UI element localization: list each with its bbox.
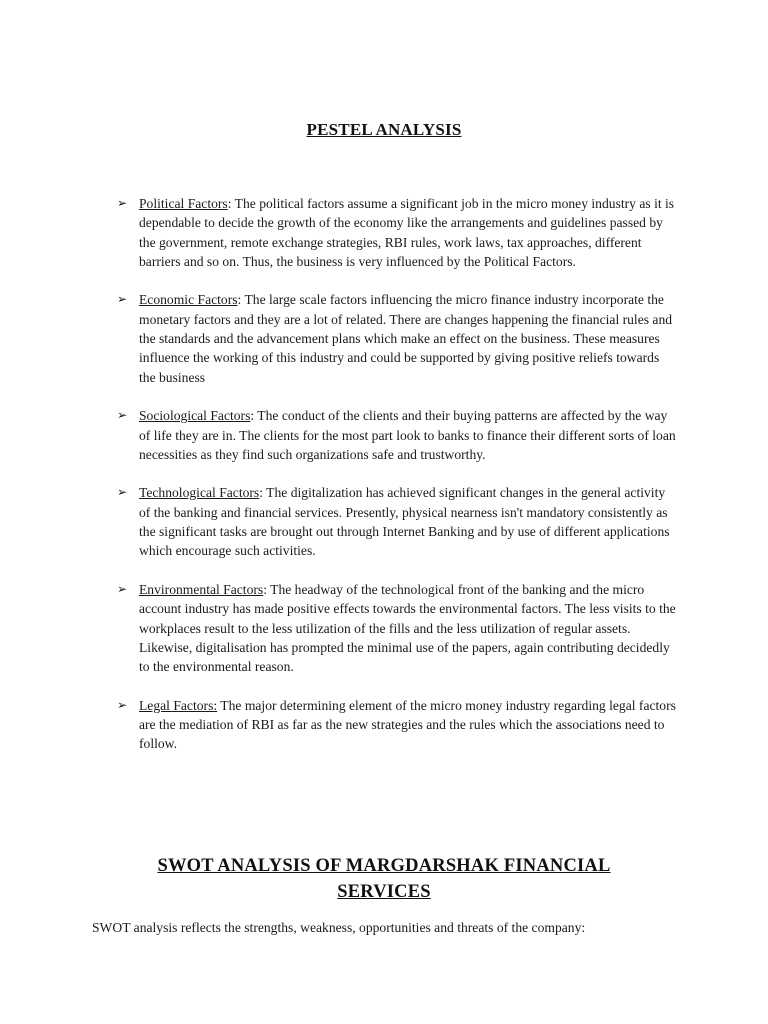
pestel-factor-list xyxy=(117,194,679,773)
arrow-bullet-icon: ➢ xyxy=(117,697,128,712)
arrow-bullet-icon: ➢ xyxy=(117,408,128,423)
swot-heading xyxy=(0,853,768,905)
factor-name: Political Factors xyxy=(139,196,228,211)
factor-text: The conduct of the clients and their buying patterns are affected by the way of life they are in. The clients for the most part look to banks to finance their different sorts of loan necessities as they find such organizations safe and trustworthy. xyxy=(139,408,676,462)
arrow-bullet-icon: ➢ xyxy=(117,581,128,596)
factor-name: Legal Factors: xyxy=(139,697,218,713)
factor-name: Technological Factors xyxy=(139,485,260,501)
factor-legal xyxy=(117,696,679,754)
factor-name: Environmental Factors xyxy=(139,581,264,597)
factor-text: The digitalization has achieved significant changes in the general activity of the banking and financial services. Presently, physical nearness isn't mandatory consistently as the significant tasks are brought out through Internet Banking and by use of different applications which encourage such activities. xyxy=(139,485,670,559)
swot-heading-line-1: SWOT ANALYSIS OF MARGDARSHAK FINANCIAL xyxy=(157,856,611,876)
factor-text: The large scale factors influencing the micro finance industry incorporate the monetary factors and they are a lot of related. There are changes happening the financial rules and the standards and the advancement plans which make an effect on the business. These measures influence the working of this industry and could be supported by giving positive reliefs towards the business xyxy=(139,292,673,385)
arrow-bullet-icon: ➢ xyxy=(117,485,128,500)
factor-text: The major determining element of the micro money industry regarding legal factors are the mediation of RBI as far as the new strategies and the rules which the associations need to follow. xyxy=(139,697,676,752)
arrow-bullet-icon: ➢ xyxy=(117,196,128,210)
factor-separator: : xyxy=(263,581,267,597)
factor-technological xyxy=(117,483,679,560)
factor-economic xyxy=(117,290,679,386)
factor-name: Economic Factors xyxy=(139,292,238,308)
factor-political xyxy=(117,194,679,271)
factor-environmental xyxy=(117,580,679,676)
factor-text: The political factors assume a significant job in the micro money industry as it is dependable to decide the growth of the economy like the arrangements and guidelines passed by the government, remote exchange strategies, RBI rules, work laws, tax approaches, different barriers and so on. Thus, the business is very influenced by the Political Factors. xyxy=(139,196,675,269)
factor-text: The headway of the technological front of the banking and the micro account industry has made positive effects towards the environmental factors. The less visits to the workplaces result to the less utilization of the fills and the less utilization of regular assets. Likewise, digitalisation has prompted the minimal use of the papers, again contributing decidedly to the environmental reason. xyxy=(139,581,676,675)
factor-separator: : xyxy=(250,408,255,424)
factor-separator: : xyxy=(227,196,232,211)
factor-name: Sociological Factors xyxy=(139,408,251,424)
swot-heading-line-2: SERVICES xyxy=(337,882,431,902)
arrow-bullet-icon: ➢ xyxy=(117,292,128,307)
swot-intro-paragraph: SWOT analysis reflects the strengths, weakness, opportunities and threats of the company: xyxy=(92,920,586,935)
pestel-heading: PESTEL ANALYSIS xyxy=(306,120,462,139)
factor-sociological xyxy=(117,406,679,464)
factor-separator: : xyxy=(237,292,242,308)
factor-separator: : xyxy=(259,485,264,501)
